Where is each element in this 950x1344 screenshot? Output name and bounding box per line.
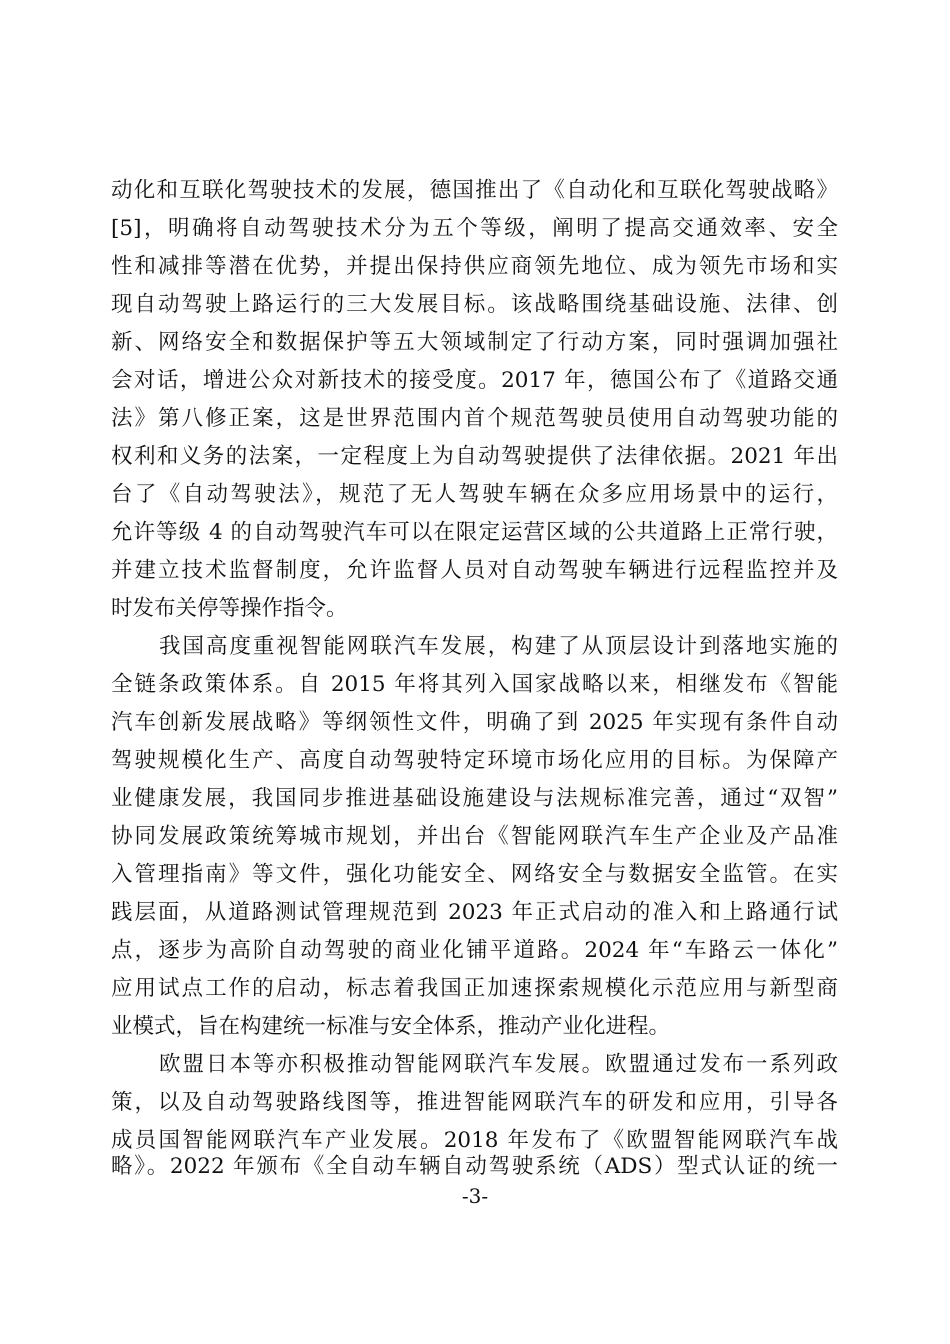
text-line: 台了《自动驾驶法》，规范了无人驾驶车辆在众多应用场景中的运行， <box>111 482 838 507</box>
text-line: 践层面，从道路测试管理规范到 2023 年正式启动的准入和上路通行试 <box>111 900 838 925</box>
text-line: 业健康发展，我国同步推进基础设施建设与法规标准完善，通过“双智” <box>111 786 838 811</box>
text-line: 点，逐步为高阶自动驾驶的商业化铺平道路。2024 年“车路云一体化” <box>111 938 838 963</box>
text-line: 动化和互联化驾驶技术的发展，德国推出了《自动化和互联化驾驶战略》 <box>111 178 838 203</box>
text-line: 全链条政策体系。自 2015 年将其列入国家战略以来，相继发布《智能 <box>111 672 838 697</box>
page-number: -3- <box>461 1184 489 1208</box>
text-line: 权利和义务的法案，一定程度上为自动驾驶提供了法律依据。2021 年出 <box>111 444 838 469</box>
text-line: 汽车创新发展战略》等纲领性文件，明确了到 2025 年实现有条件自动 <box>111 710 838 735</box>
text-line: [5]，明确将自动驾驶技术分为五个等级，阐明了提高交通效率、安全 <box>111 216 838 241</box>
text-line: 入管理指南》等文件，强化功能安全、网络安全与数据安全监管。在实 <box>111 862 838 887</box>
text-line: 欧盟日本等亦积极推动智能网联汽车发展。欧盟通过发布一系列政 <box>159 1052 838 1077</box>
text-line: 略》。2022 年颁布《全自动车辆自动驾驶系统（ADS）型式认证的统一 <box>111 1154 838 1179</box>
text-line: 应用试点工作的启动，标志着我国正加速探索规模化示范应用与新型商 <box>111 976 838 1001</box>
text-line: 法》第八修正案，这是世界范围内首个规范驾驶员使用自动驾驶功能的 <box>111 406 838 431</box>
text-line: 现自动驾驶上路运行的三大发展目标。该战略围绕基础设施、法律、创 <box>111 292 838 317</box>
text-line: 会对话，增进公众对新技术的接受度。2017 年，德国公布了《道路交通 <box>111 368 838 393</box>
text-line: 我国高度重视智能网联汽车发展，构建了从顶层设计到落地实施的 <box>159 634 838 659</box>
text-line: 成员国智能网联汽车产业发展。2018 年发布了《欧盟智能网联汽车战 <box>111 1128 838 1153</box>
text-line: 新、网络安全和数据保护等五大领域制定了行动方案，同时强调加强社 <box>111 330 838 355</box>
text-line: 驾驶规模化生产、高度自动驾驶特定环境市场化应用的目标。为保障产 <box>111 748 838 773</box>
text-line: 允许等级 4 的自动驾驶汽车可以在限定运营区域的公共道路上正常行驶， <box>111 520 838 545</box>
text-line: 策，以及自动驾驶路线图等，推进智能网联汽车的研发和应用，引导各 <box>111 1090 838 1115</box>
text-line: 并建立技术监督制度，允许监督人员对自动驾驶车辆进行远程监控并及 <box>111 558 838 583</box>
text-line: 业模式，旨在构建统一标准与安全体系，推动产业化进程。 <box>111 1014 671 1039</box>
text-line: 时发布关停等操作指令。 <box>111 596 348 621</box>
text-line: 性和减排等潜在优势，并提出保持供应商领先地位、成为领先市场和实 <box>111 254 838 279</box>
text-line: 协同发展政策统筹城市规划，并出台《智能网联汽车生产企业及产品准 <box>111 824 838 849</box>
